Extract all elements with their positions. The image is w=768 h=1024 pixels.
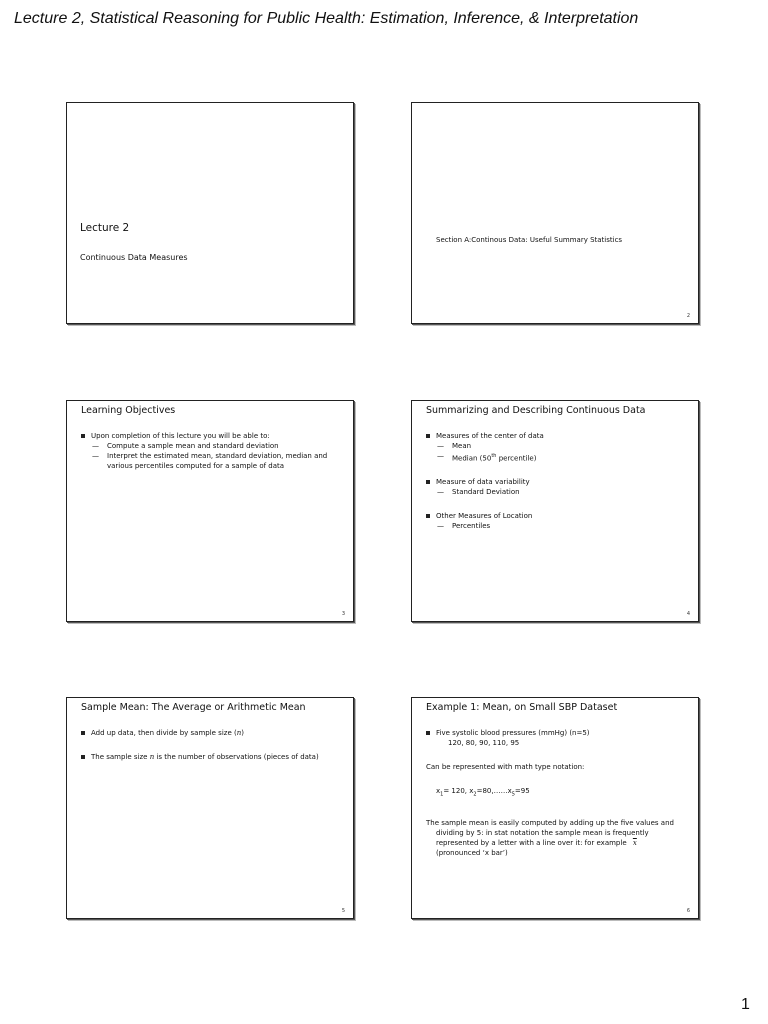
bullet-item: Five systolic blood pressures (mmHg) (n=5) — [426, 728, 690, 738]
paragraph-line: dividing by 5: in stat notation the sample mean is frequently — [436, 829, 649, 838]
bullet-item: Other Measures of Location — [426, 511, 690, 521]
paragraph-line: The sample mean is easily computed by adding up the five values and — [426, 819, 674, 828]
paragraph-line — [426, 838, 690, 848]
slide-title: Example 1: Mean, on Small SBP Dataset — [426, 702, 618, 713]
bullet-text: Add up data, then divide by sample size ( — [91, 729, 237, 737]
bullet-item: Measure of data variability — [426, 477, 690, 487]
notation-part: = 120, x — [443, 787, 474, 795]
slide-4 — [411, 400, 699, 622]
slide-body — [81, 431, 345, 471]
slide-body — [426, 728, 690, 858]
slide-subtitle: Continuous Data Measures — [80, 253, 188, 262]
variable-n: n — [149, 753, 155, 761]
bullet-item — [81, 752, 345, 762]
notation-part: x — [436, 787, 441, 795]
slide-number: 5 — [341, 908, 345, 914]
slide-1 — [66, 102, 354, 324]
variable-n: n — [236, 729, 242, 737]
notation-formula — [426, 786, 690, 799]
slide-number: 3 — [341, 611, 345, 617]
sub-item-text: percentile) — [496, 454, 537, 463]
slide-6 — [411, 697, 699, 919]
slide-3 — [66, 400, 354, 622]
slide-body — [426, 431, 690, 531]
notation-sub: 1 — [440, 791, 444, 798]
sub-item-continued: various percentiles computed for a sample of data — [107, 462, 285, 470]
bullet-text: is the number of observations (pieces of data) — [154, 753, 319, 761]
notation-sub: 5 — [511, 791, 515, 798]
slide-title: Lecture 2 — [80, 222, 130, 234]
notation-sub: 2 — [473, 791, 477, 798]
paragraph-text: represented by a letter with a line over it: for example — [436, 839, 627, 848]
data-values: 120, 80, 90, 110, 95 — [448, 739, 520, 747]
notation-part: =95 — [514, 787, 530, 795]
slide-number: 2 — [686, 313, 690, 319]
slide-number: 4 — [686, 611, 690, 617]
slide-title: Learning Objectives — [81, 405, 176, 416]
notation-intro: Can be represented with math type notation: — [426, 763, 585, 771]
slide-title: Summarizing and Describing Continuous Data — [426, 405, 646, 416]
sub-item: — Percentiles — [426, 521, 690, 531]
slide-2 — [411, 102, 699, 324]
slide-5 — [66, 697, 354, 919]
bullet-text: The sample size — [91, 753, 150, 761]
notation-part: =80,……x — [476, 787, 512, 795]
sub-item: — Interpret the estimated mean, standard deviation, median and — [81, 451, 345, 461]
superscript: th — [491, 453, 497, 459]
paragraph-line: (pronounced ‘x bar’) — [436, 849, 508, 858]
slide-body — [81, 728, 345, 762]
slide-title: Sample Mean: The Average or Arithmetic Mean — [81, 702, 306, 713]
sub-item — [426, 451, 690, 463]
sub-item-text: Median (50 — [452, 454, 492, 463]
sub-item: — Standard Deviation — [426, 487, 690, 497]
sub-item: — Compute a sample mean and standard deviation — [81, 441, 345, 451]
section-title: Section A:Continous Data: Useful Summary Statistics — [436, 236, 623, 244]
bullet-text: ) — [241, 729, 244, 737]
bullet-item: Upon completion of this lecture you will be able to: — [81, 431, 345, 441]
slide-number: 6 — [686, 908, 690, 914]
page-title: Lecture 2, Statistical Reasoning for Public Health: Estimation, Inference, & Interpretation — [14, 10, 639, 27]
bullet-item: Measures of the center of data — [426, 431, 690, 441]
page-number: 1 — [741, 996, 750, 1013]
bullet-item — [81, 728, 345, 738]
sub-item: — Mean — [426, 441, 690, 451]
xbar-symbol: $\overline{x}$ — [632, 839, 637, 848]
